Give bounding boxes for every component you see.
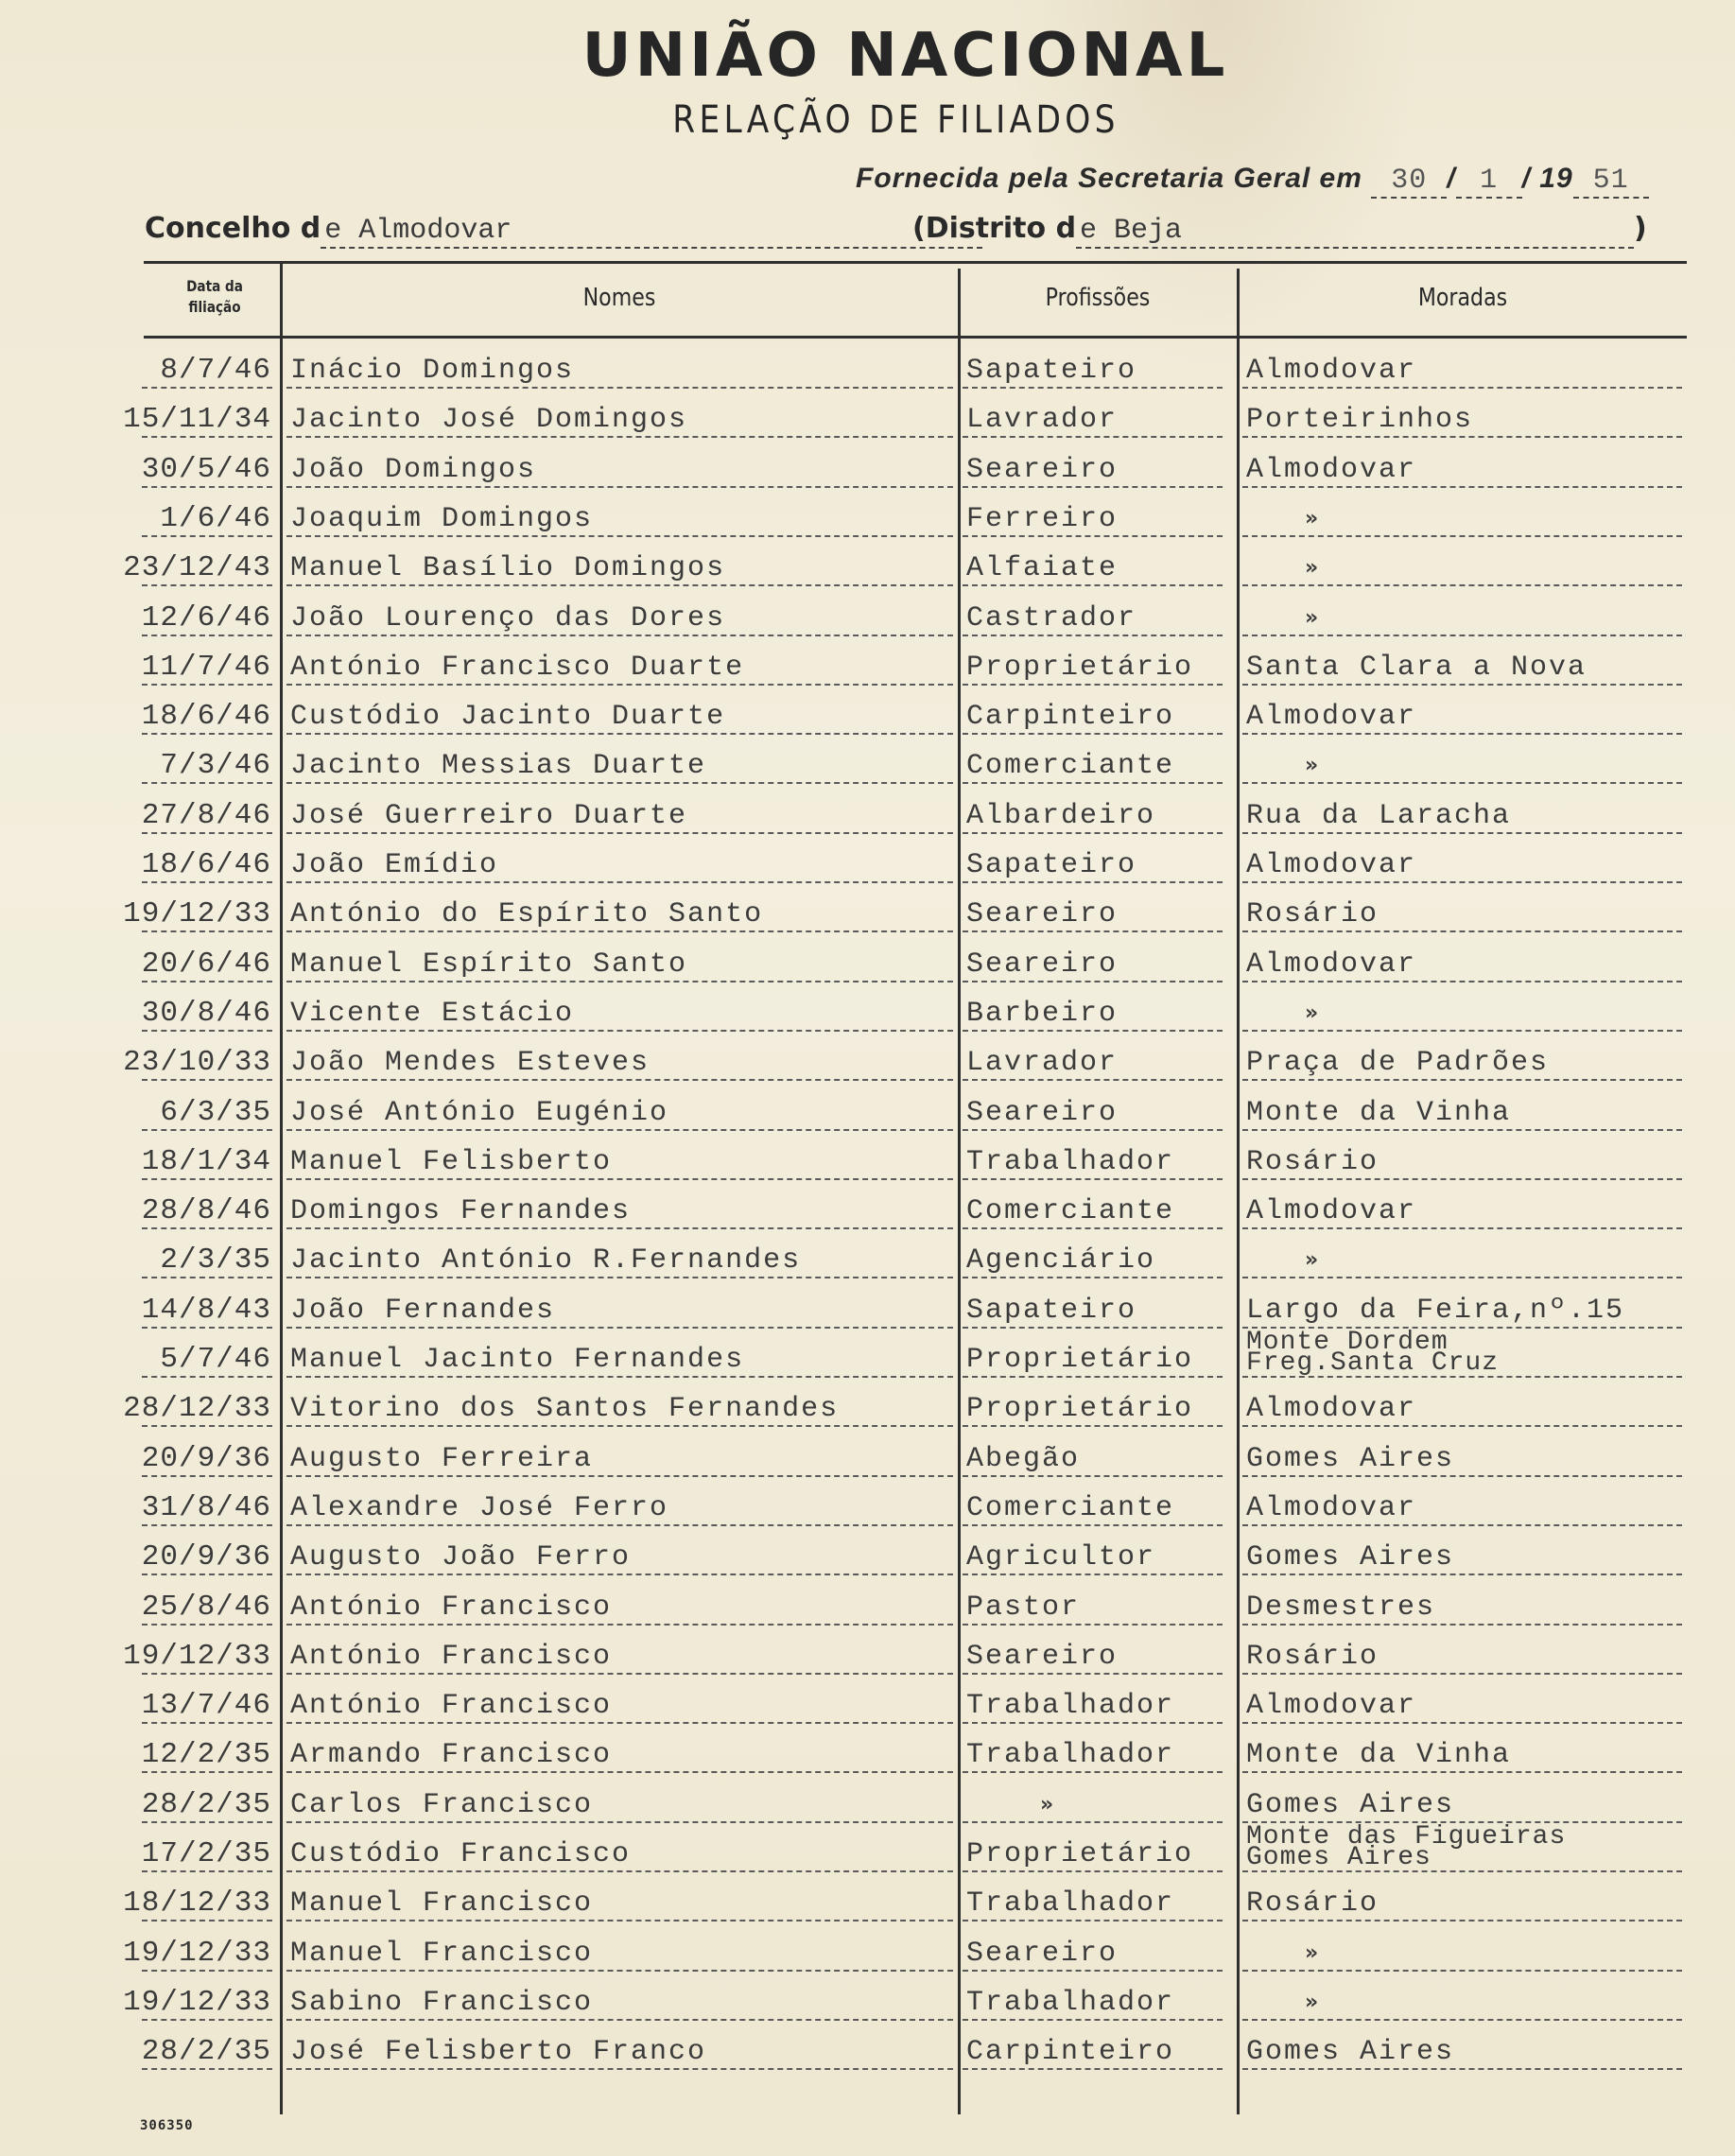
table-row — [0, 487, 1735, 537]
table-row — [0, 586, 1735, 636]
issue-day: 30 — [1371, 165, 1447, 199]
dotted-underline — [1242, 2068, 1682, 2070]
member-name: Sabino Francisco — [290, 1986, 594, 2019]
member-name: Jacinto Messias Duarte — [290, 750, 707, 783]
member-address — [1246, 1822, 1567, 1872]
member-name: Jacinto José Domingos — [290, 404, 688, 437]
table-row — [0, 1228, 1735, 1278]
member-address: » — [1305, 754, 1321, 778]
member-address: Almodovar — [1246, 1195, 1417, 1228]
member-name: Inácio Domingos — [290, 355, 575, 387]
filiation-date: 6/3/35 — [160, 1095, 271, 1129]
member-profession: Trabalhador — [966, 1986, 1175, 2019]
member-profession: Seareiro — [966, 898, 1119, 931]
table-row — [0, 1427, 1735, 1477]
member-name: João Lourenço das Dores — [290, 601, 726, 635]
member-profession: Ferreiro — [966, 502, 1119, 535]
member-address: Largo da Feira,nº.15 — [1246, 1294, 1625, 1327]
member-profession: Lavrador — [966, 404, 1119, 437]
table-row — [0, 635, 1735, 686]
member-address — [1246, 1328, 1500, 1378]
member-profession: Trabalhador — [966, 1887, 1175, 1921]
filiation-date: 1/6/46 — [160, 501, 271, 535]
filiation-date: 8/7/46 — [160, 354, 271, 387]
member-name: António do Espírito Santo — [290, 898, 764, 931]
member-name: João Mendes Esteves — [290, 1047, 651, 1080]
member-address: Rua da Laracha — [1246, 799, 1512, 832]
member-profession: Sapateiro — [966, 1294, 1137, 1327]
concelho-line — [145, 212, 982, 249]
member-name: João Emídio — [290, 849, 499, 881]
member-profession: Seareiro — [966, 948, 1119, 981]
member-name: Manuel Basílio Domingos — [290, 552, 726, 585]
member-address: Almodovar — [1246, 1491, 1417, 1524]
member-address: Almodovar — [1246, 1690, 1417, 1723]
member-address: Monte da Vinha — [1246, 1096, 1512, 1129]
member-name: Manuel Espírito Santo — [290, 948, 688, 981]
table-row — [0, 1525, 1735, 1575]
member-address: Porteirinhos — [1246, 404, 1474, 437]
table-row — [0, 833, 1735, 883]
filiation-date: 28/8/46 — [141, 1194, 271, 1228]
filiation-date: 30/5/46 — [141, 452, 271, 486]
member-name: Manuel Felisberto — [290, 1145, 613, 1178]
member-profession: Proprietário — [966, 1393, 1194, 1426]
member-profession: Proprietário — [966, 1344, 1194, 1376]
table-row — [0, 438, 1735, 488]
filiation-date: 23/10/33 — [123, 1046, 271, 1080]
table-row — [0, 685, 1735, 735]
issue-month: 1 — [1456, 165, 1522, 199]
table-row — [0, 882, 1735, 932]
member-name: José Guerreiro Duarte — [290, 799, 688, 832]
filiation-date: 7/3/46 — [160, 749, 271, 783]
member-name: Domingos Fernandes — [290, 1195, 632, 1228]
filiation-date: 19/12/33 — [123, 1639, 271, 1673]
member-address: Almodovar — [1246, 701, 1417, 734]
filiation-date: 30/8/46 — [141, 996, 271, 1030]
member-profession: Barbeiro — [966, 997, 1119, 1030]
member-profession: Trabalhador — [966, 1145, 1175, 1178]
member-address: Gomes Aires — [1246, 1442, 1455, 1475]
column-header-names: Nomes — [582, 284, 656, 312]
member-profession: Pastor — [966, 1591, 1081, 1624]
filiation-date: 20/9/36 — [141, 1441, 271, 1475]
table-row — [0, 1871, 1735, 1921]
filiation-date: 17/2/35 — [141, 1837, 271, 1870]
table-row — [0, 1328, 1735, 1378]
table-row — [0, 932, 1735, 982]
member-profession: » — [1040, 1792, 1056, 1817]
member-address: Monte da Vinha — [1246, 1739, 1512, 1772]
member-name: Augusto João Ferro — [290, 1541, 632, 1574]
document-title: UNIÃO NACIONAL — [581, 21, 1229, 91]
member-name: Augusto Ferreira — [290, 1442, 594, 1475]
filiation-date: 19/12/33 — [123, 1936, 271, 1970]
filiation-date: 31/8/46 — [141, 1490, 271, 1524]
member-name: Armando Francisco — [290, 1739, 613, 1772]
member-address-line2: Freg.Santa Cruz — [1246, 1348, 1500, 1378]
member-address: » — [1305, 1248, 1321, 1273]
filiation-date: 28/2/35 — [141, 2035, 271, 2069]
member-name: João Fernandes — [290, 1294, 556, 1327]
table-row — [0, 1179, 1735, 1229]
member-address: Rosário — [1246, 1887, 1379, 1921]
member-profession: Trabalhador — [966, 1690, 1175, 1723]
table-row — [0, 1476, 1735, 1526]
table-row — [0, 339, 1735, 389]
filiation-date: 11/7/46 — [141, 650, 271, 684]
filiation-date: 20/9/36 — [141, 1540, 271, 1574]
member-address: Almodovar — [1246, 355, 1417, 387]
filiation-date: 18/6/46 — [141, 700, 271, 734]
issue-line: Fornecida pela Secretaria Geral em 30 / 1 / 19 51 — [856, 163, 1649, 199]
column-header-addresses: Moradas — [1417, 284, 1508, 312]
member-profession: Comerciante — [966, 750, 1175, 783]
table-row — [0, 1278, 1735, 1329]
distrito-label: (Distrito d — [912, 212, 1077, 245]
member-name: José António Eugénio — [290, 1096, 669, 1129]
member-profession: Albardeiro — [966, 799, 1156, 832]
member-name: Alexandre José Ferro — [290, 1491, 669, 1524]
member-address: Praça de Padrões — [1246, 1047, 1550, 1080]
member-name: Manuel Jacinto Fernandes — [290, 1344, 745, 1376]
filiation-date: 20/6/46 — [141, 947, 271, 981]
filiation-date: 2/3/35 — [160, 1243, 271, 1278]
column-header-professions: Profissões — [1045, 284, 1151, 312]
filiation-date: 23/12/43 — [123, 551, 271, 585]
member-address: Gomes Aires — [1246, 2036, 1455, 2069]
member-address-line1: Monte Dordem — [1246, 1328, 1449, 1357]
member-name: Custódio Jacinto Duarte — [290, 701, 726, 734]
member-name: João Domingos — [290, 453, 537, 486]
table-row — [0, 1773, 1735, 1823]
column-header-date: Data da filiação — [186, 277, 243, 316]
filiation-date: 28/2/35 — [141, 1787, 271, 1821]
table-row — [0, 982, 1735, 1032]
dotted-underline — [286, 2068, 953, 2070]
member-address: Gomes Aires — [1246, 1788, 1455, 1821]
form-code: 306350 — [140, 2118, 194, 2133]
member-name: Vicente Estácio — [290, 997, 575, 1030]
distrito-line — [912, 212, 1647, 249]
filiation-date: 14/8/43 — [141, 1293, 271, 1327]
member-profession: Seareiro — [966, 1937, 1119, 1970]
table-row — [0, 1822, 1735, 1872]
member-profession: Carpinteiro — [966, 2036, 1175, 2069]
table-row — [0, 1921, 1735, 1972]
table-row — [0, 1723, 1735, 1773]
member-name: Manuel Francisco — [290, 1937, 594, 1970]
concelho-label: Concelho d — [145, 212, 321, 245]
member-name: José Felisberto Franco — [290, 2036, 707, 2069]
member-address: Rosário — [1246, 1145, 1379, 1178]
member-profession: Abegão — [966, 1442, 1081, 1475]
member-address: » — [1305, 605, 1321, 630]
member-address: » — [1305, 1000, 1321, 1025]
member-name: António Francisco — [290, 1690, 613, 1723]
member-name: Jacinto António R.Fernandes — [290, 1244, 802, 1278]
distrito-close: ) — [1634, 212, 1647, 245]
member-name: António Francisco Duarte — [290, 651, 745, 684]
member-profession: Comerciante — [966, 1195, 1175, 1228]
table-row — [0, 734, 1735, 784]
member-profession: Agricultor — [966, 1541, 1156, 1574]
member-profession: Proprietário — [966, 1838, 1194, 1870]
table-row — [0, 1625, 1735, 1675]
filiation-date: 12/2/35 — [141, 1738, 271, 1772]
member-profession: Agenciário — [966, 1244, 1156, 1278]
filiation-date: 18/1/34 — [141, 1144, 271, 1178]
member-address-line2: Gomes Aires — [1246, 1843, 1431, 1872]
table-row — [0, 1130, 1735, 1180]
member-name: Carlos Francisco — [290, 1788, 594, 1821]
member-address: Gomes Aires — [1246, 1541, 1455, 1574]
table-row — [0, 1081, 1735, 1131]
member-name: António Francisco — [290, 1640, 613, 1673]
table-top-rule — [144, 261, 1687, 264]
filiation-date: 19/12/33 — [123, 897, 271, 931]
table-row — [0, 388, 1735, 438]
member-name: Custódio Francisco — [290, 1838, 632, 1870]
table-row — [0, 2020, 1735, 2070]
member-address: Rosário — [1246, 1640, 1379, 1673]
member-address: Rosário — [1246, 898, 1379, 931]
table-row — [0, 1575, 1735, 1626]
dotted-underline — [142, 2068, 272, 2070]
member-address: Almodovar — [1246, 453, 1417, 486]
member-address: » — [1305, 1940, 1321, 1965]
member-profession: Alfaiate — [966, 552, 1119, 585]
member-profession: Proprietário — [966, 651, 1194, 684]
table-row — [0, 1031, 1735, 1081]
member-profession: Sapateiro — [966, 849, 1137, 881]
filiation-date: 18/12/33 — [123, 1886, 271, 1921]
filiation-date: 28/12/33 — [123, 1392, 271, 1426]
distrito-value: e Beja — [1076, 215, 1634, 249]
table-row — [0, 536, 1735, 586]
concelho-value: e Almodovar — [321, 215, 982, 249]
table-row — [0, 1674, 1735, 1724]
filiation-date: 15/11/34 — [123, 403, 271, 437]
member-profession: Carpinteiro — [966, 701, 1175, 734]
member-address: Almodovar — [1246, 849, 1417, 881]
member-profession: Sapateiro — [966, 355, 1137, 387]
member-address: » — [1305, 1990, 1321, 2014]
member-profession: Seareiro — [966, 1096, 1119, 1129]
member-address-line1: Monte das Figueiras — [1246, 1822, 1567, 1852]
member-address: Desmestres — [1246, 1591, 1436, 1624]
filiation-date: 5/7/46 — [160, 1343, 271, 1376]
member-address: » — [1305, 506, 1321, 530]
member-name: Joaquim Domingos — [290, 502, 594, 535]
issue-year-suffix: 51 — [1573, 165, 1649, 199]
table-row — [0, 1377, 1735, 1427]
table-row — [0, 784, 1735, 834]
filiation-date: 25/8/46 — [141, 1590, 271, 1624]
member-profession: Seareiro — [966, 453, 1119, 486]
member-profession: Trabalhador — [966, 1739, 1175, 1772]
dotted-underline — [963, 2068, 1223, 2070]
member-profession: Castrador — [966, 601, 1137, 635]
filiation-date: 18/6/46 — [141, 848, 271, 881]
filiation-date: 12/6/46 — [141, 600, 271, 635]
member-address: Almodovar — [1246, 1393, 1417, 1426]
member-profession: Comerciante — [966, 1491, 1175, 1524]
member-name: Vitorino dos Santos Fernandes — [290, 1393, 840, 1426]
filiation-date: 19/12/33 — [123, 1985, 271, 2019]
member-address: Santa Clara a Nova — [1246, 651, 1588, 684]
table-row — [0, 1971, 1735, 2021]
issue-year-prefix: 19 — [1539, 163, 1573, 194]
member-profession: Lavrador — [966, 1047, 1119, 1080]
member-name: António Francisco — [290, 1591, 613, 1624]
document-subtitle: RELAÇÃO DE FILIADOS — [672, 98, 1119, 142]
issue-label: Fornecida pela Secretaria Geral em — [856, 163, 1362, 194]
member-address: Almodovar — [1246, 948, 1417, 981]
filiation-date: 13/7/46 — [141, 1689, 271, 1723]
member-profession: Seareiro — [966, 1640, 1119, 1673]
member-address: » — [1305, 556, 1321, 581]
member-name: Manuel Francisco — [290, 1887, 594, 1921]
filiation-date: 27/8/46 — [141, 798, 271, 832]
